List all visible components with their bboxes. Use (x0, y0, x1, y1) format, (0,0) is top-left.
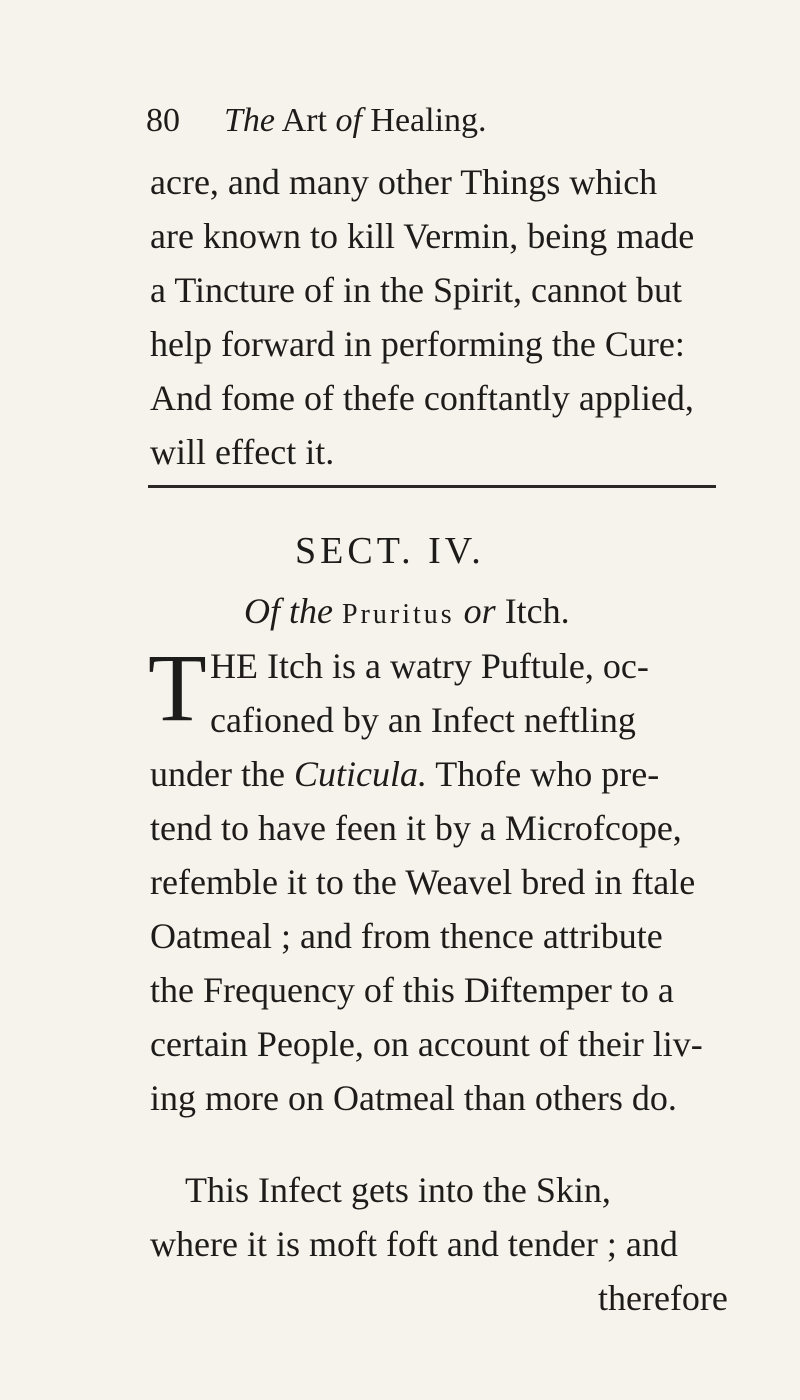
body-line: refemble it to the Weavel bred in ftale (150, 862, 696, 902)
body-line: And fome of thefe conftantly applied, (150, 378, 694, 418)
body-line: HE Itch is a watry Puftule, oc- (210, 646, 649, 686)
title-of: of (335, 102, 362, 139)
body-line: acre, and many other Things which (150, 162, 658, 202)
section-heading: SECT. IV. (295, 530, 485, 572)
body-line: help forward in performing the Cure: (150, 324, 685, 364)
body-line: ing more on Oatmeal than others do. (150, 1078, 677, 1118)
body-line: are known to kill Vermin, being made (150, 216, 695, 256)
running-header (146, 98, 746, 144)
title-art: Art (275, 102, 336, 139)
body-line: will effect it. (150, 432, 335, 472)
line3-end: Thofe who pre- (426, 754, 660, 794)
section-divider (148, 485, 716, 488)
body-line: Oatmeal ; and from thence attribute (150, 916, 663, 956)
body-line: cafioned by an Infect neftling (210, 700, 636, 740)
section-subheading (244, 587, 570, 639)
body-line: tend to have feen it by a Microfcope, (150, 808, 682, 848)
subheading-or: or (463, 591, 496, 631)
body-line: certain People, on account of their liv- (150, 1024, 703, 1064)
body-line (150, 750, 659, 798)
body-line: where it is moft foft and tender ; and (150, 1224, 678, 1264)
subheading-pruritus: Pruritus (341, 599, 455, 630)
body-line: a Tincture of in the Spirit, cannot but (150, 270, 682, 310)
subheading-itch: Itch. (504, 591, 570, 631)
page-number: 80 (146, 102, 180, 139)
title-the: The (224, 102, 275, 139)
subheading-of-the: Of the (244, 591, 333, 631)
running-title (224, 98, 487, 144)
body-line: This Infect gets into the Skin, (185, 1170, 611, 1210)
title-healing: Healing. (361, 102, 487, 139)
drop-cap: T (148, 634, 207, 741)
line3-start: under the (150, 754, 294, 794)
catchword: therefore (598, 1278, 728, 1318)
body-line: the Frequency of this Diftemper to a (150, 970, 674, 1010)
italic-cuticula: Cuticula. (293, 754, 427, 794)
